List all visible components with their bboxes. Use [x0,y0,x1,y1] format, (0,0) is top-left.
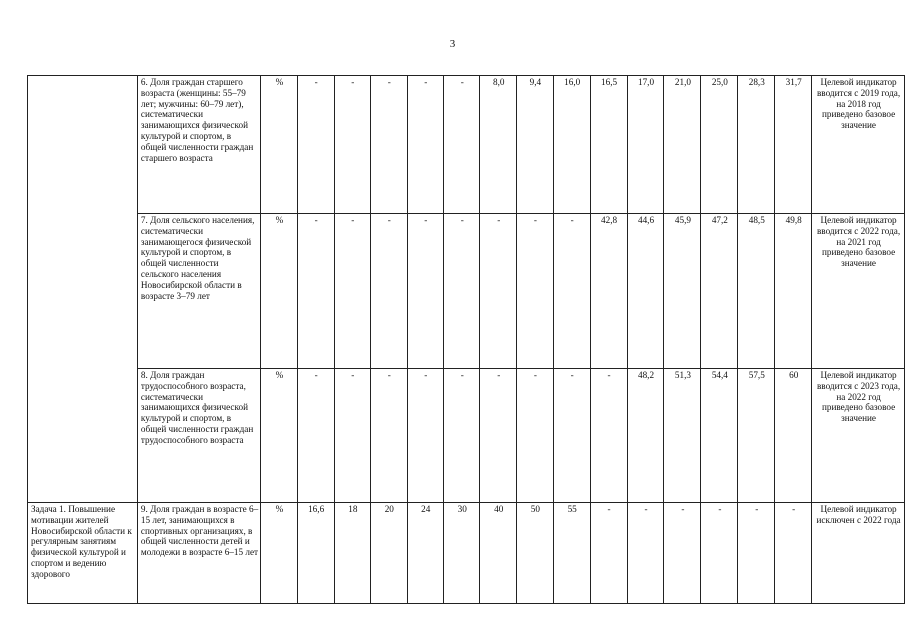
value-cell: - [334,369,370,503]
indicator-name: 9. Доля граждан в возрасте 6–15 лет, занимающихся в спортивных организациях, в общей численности детей и молодежи в возрасте 6–15 лет [137,503,260,604]
unit-cell: % [261,369,297,503]
value-cell: - [701,503,738,604]
value-cell: - [407,214,443,369]
value-cell: - [297,369,334,503]
indicators-table [27,75,905,604]
indicator-name: 7. Доля сельского населения, систематически занимающегося физической культурой и спортом, в общей численности сельского населения Новосибирской области в возрасте 3–79 лет [137,214,260,369]
value-cell: - [443,369,479,503]
table-row [28,214,905,369]
value-cell: - [517,214,554,369]
unit-cell: % [261,214,297,369]
table-row [28,76,905,214]
value-cell: 18 [334,503,370,604]
value-cell: 40 [480,503,517,604]
value-cell: 20 [371,503,407,604]
value-cell: 24 [407,503,443,604]
task-cell: Задача 1. Повышение мотивации жителей Новосибирской области к регулярным занятиям физической культурой и спортом и ведению здорового [28,503,138,604]
value-cell: 47,2 [701,214,738,369]
value-cell: - [443,76,479,214]
value-cell: - [480,369,517,503]
value-cell: 44,6 [627,214,664,369]
value-cell: 30 [443,503,479,604]
value-cell: 16,6 [297,503,334,604]
task-cell [28,76,138,503]
table-row [28,369,905,503]
value-cell: - [371,214,407,369]
value-cell: 42,8 [590,214,627,369]
value-cell: 16,0 [553,76,590,214]
value-cell: - [297,214,334,369]
value-cell: 51,3 [664,369,701,503]
value-cell: 50 [517,503,554,604]
value-cell: - [553,214,590,369]
value-cell: 31,7 [775,76,812,214]
value-cell: - [775,503,812,604]
value-cell: - [627,503,664,604]
page-number: 3 [449,38,456,50]
indicator-name: 6. Доля граждан старшего возраста (женщины: 55–79 лет; мужчины: 60–79 лет), систематически занимающихся физической культурой и спортом, в общей численности граждан старшего возраста [137,76,260,214]
value-cell: 17,0 [627,76,664,214]
value-cell: - [297,76,334,214]
note-cell: Целевой индикатор исключен с 2022 года [812,503,905,604]
value-cell: 60 [775,369,812,503]
value-cell: 45,9 [664,214,701,369]
value-cell: 49,8 [775,214,812,369]
note-cell: Целевой индикатор вводится с 2022 года, на 2021 год приведено базовое значение [812,214,905,369]
note-cell: Целевой индикатор вводится с 2023 года, на 2022 год приведено базовое значение [812,369,905,503]
value-cell: 8,0 [480,76,517,214]
value-cell: - [590,503,627,604]
value-cell: 48,5 [738,214,775,369]
value-cell: - [334,76,370,214]
indicator-name: 8. Доля граждан трудоспособного возраста, систематически занимающихся физической культурой и спортом, в общей численности граждан трудоспособного возраста [137,369,260,503]
value-cell: - [480,214,517,369]
value-cell: 48,2 [627,369,664,503]
value-cell: - [664,503,701,604]
value-cell: 9,4 [517,76,554,214]
unit-cell: % [261,76,297,214]
value-cell: 25,0 [701,76,738,214]
table-row [28,503,905,604]
value-cell: 55 [553,503,590,604]
value-cell: - [590,369,627,503]
value-cell: - [371,369,407,503]
value-cell: - [371,76,407,214]
value-cell: 57,5 [738,369,775,503]
value-cell: - [517,369,554,503]
note-cell: Целевой индикатор вводится с 2019 года, на 2018 год приведено базовое значение [812,76,905,214]
value-cell: 16,5 [590,76,627,214]
value-cell: 54,4 [701,369,738,503]
value-cell: - [407,76,443,214]
value-cell: - [738,503,775,604]
unit-cell: % [261,503,297,604]
value-cell: - [407,369,443,503]
value-cell: - [443,214,479,369]
value-cell: 21,0 [664,76,701,214]
value-cell: 28,3 [738,76,775,214]
value-cell: - [334,214,370,369]
value-cell: - [553,369,590,503]
